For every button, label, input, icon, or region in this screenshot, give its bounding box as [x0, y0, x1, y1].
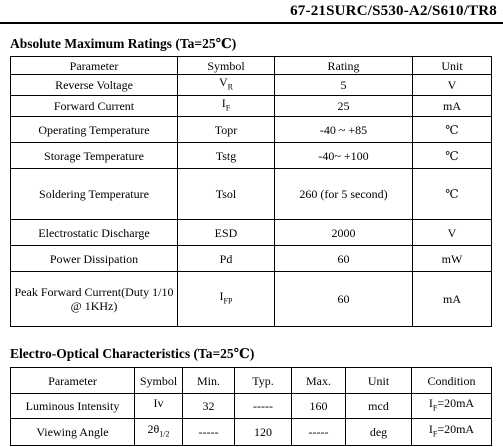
electro-optical-table [10, 367, 492, 446]
electro-optical-title: Electro-Optical Characteristics (Ta=25℃) [10, 346, 255, 361]
table-row [11, 220, 492, 246]
unit-cell: mW [413, 246, 492, 272]
table-row [11, 143, 492, 169]
parameter-cell: Reverse Voltage [11, 75, 178, 96]
max-cell: ----- [292, 419, 346, 446]
column-header: Parameter [11, 368, 135, 394]
typ-cell: 120 [235, 419, 292, 446]
table-row [11, 96, 492, 117]
column-header: Parameter [11, 57, 178, 75]
table-row [11, 394, 492, 419]
table-row [11, 246, 492, 272]
condition-cell: $I_F=20mA$ [412, 394, 492, 419]
rating-cell: 25 [275, 96, 413, 117]
rating-cell: 2000 [275, 220, 413, 246]
unit-cell: mA [413, 96, 492, 117]
symbol-cell: $I_F$ [178, 96, 275, 117]
table-header-row [11, 57, 492, 75]
part-number-header: 67-21SURC/S530-A2/S610/TR8 [290, 3, 497, 19]
column-header: Max. [292, 368, 346, 394]
parameter-cell: Luminous Intensity [11, 394, 135, 419]
table-row [11, 169, 492, 220]
symbol-cell: $2\theta_{1/2}$ [135, 419, 183, 446]
column-header: Unit [346, 368, 412, 394]
column-header: Rating [275, 57, 413, 75]
symbol-cell: Pd [178, 246, 275, 272]
symbol-cell: $I_{FP}$ [178, 272, 275, 327]
parameter-cell: Storage Temperature [11, 143, 178, 169]
symbol-cell: Tstg [178, 143, 275, 169]
rating-cell: 260 (for 5 second) [275, 169, 413, 220]
unit-cell: ℃ [413, 117, 492, 143]
symbol-cell: ESD [178, 220, 275, 246]
symbol-cell: $V_R$ [178, 75, 275, 96]
unit-cell: mcd [346, 394, 412, 419]
parameter-cell: Power Dissipation [11, 246, 178, 272]
unit-cell: mA [413, 272, 492, 327]
unit-cell: ℃ [413, 169, 492, 220]
condition-cell: $I_F=20mA$ [412, 419, 492, 446]
table-row [11, 117, 492, 143]
symbol-cell: Tsol [178, 169, 275, 220]
rating-cell: 5 [275, 75, 413, 96]
table-row [11, 272, 492, 327]
unit-cell: V [413, 220, 492, 246]
parameter-cell: Operating Temperature [11, 117, 178, 143]
table-row [11, 419, 492, 446]
rating-cell: 60 [275, 272, 413, 327]
column-header: Condition [412, 368, 492, 394]
unit-cell: V [413, 75, 492, 96]
absolute-max-title: Absolute Maximum Ratings (Ta=25℃) [10, 36, 237, 51]
parameter-cell: Forward Current [11, 96, 178, 117]
min-cell: 32 [183, 394, 235, 419]
rating-cell: 60 [275, 246, 413, 272]
column-header: Symbol [135, 368, 183, 394]
parameter-cell: Viewing Angle [11, 419, 135, 446]
table-row [11, 75, 492, 96]
column-header: Unit [413, 57, 492, 75]
unit-cell: deg [346, 419, 412, 446]
min-cell: ----- [183, 419, 235, 446]
header-rule [0, 22, 503, 24]
column-header: Symbol [178, 57, 275, 75]
typ-cell: ----- [235, 394, 292, 419]
parameter-cell: Peak Forward Current(Duty 1/10 @ 1KHz) [11, 272, 178, 327]
symbol-cell: Topr [178, 117, 275, 143]
table-header-row [11, 368, 492, 394]
rating-cell: -40 ~ +85 [275, 117, 413, 143]
parameter-cell: Electrostatic Discharge [11, 220, 178, 246]
absolute-max-table [10, 56, 492, 327]
rating-cell: -40~ +100 [275, 143, 413, 169]
unit-cell: ℃ [413, 143, 492, 169]
column-header: Min. [183, 368, 235, 394]
parameter-cell: Soldering Temperature [11, 169, 178, 220]
column-header: Typ. [235, 368, 292, 394]
max-cell: 160 [292, 394, 346, 419]
symbol-cell: Iv [135, 394, 183, 419]
